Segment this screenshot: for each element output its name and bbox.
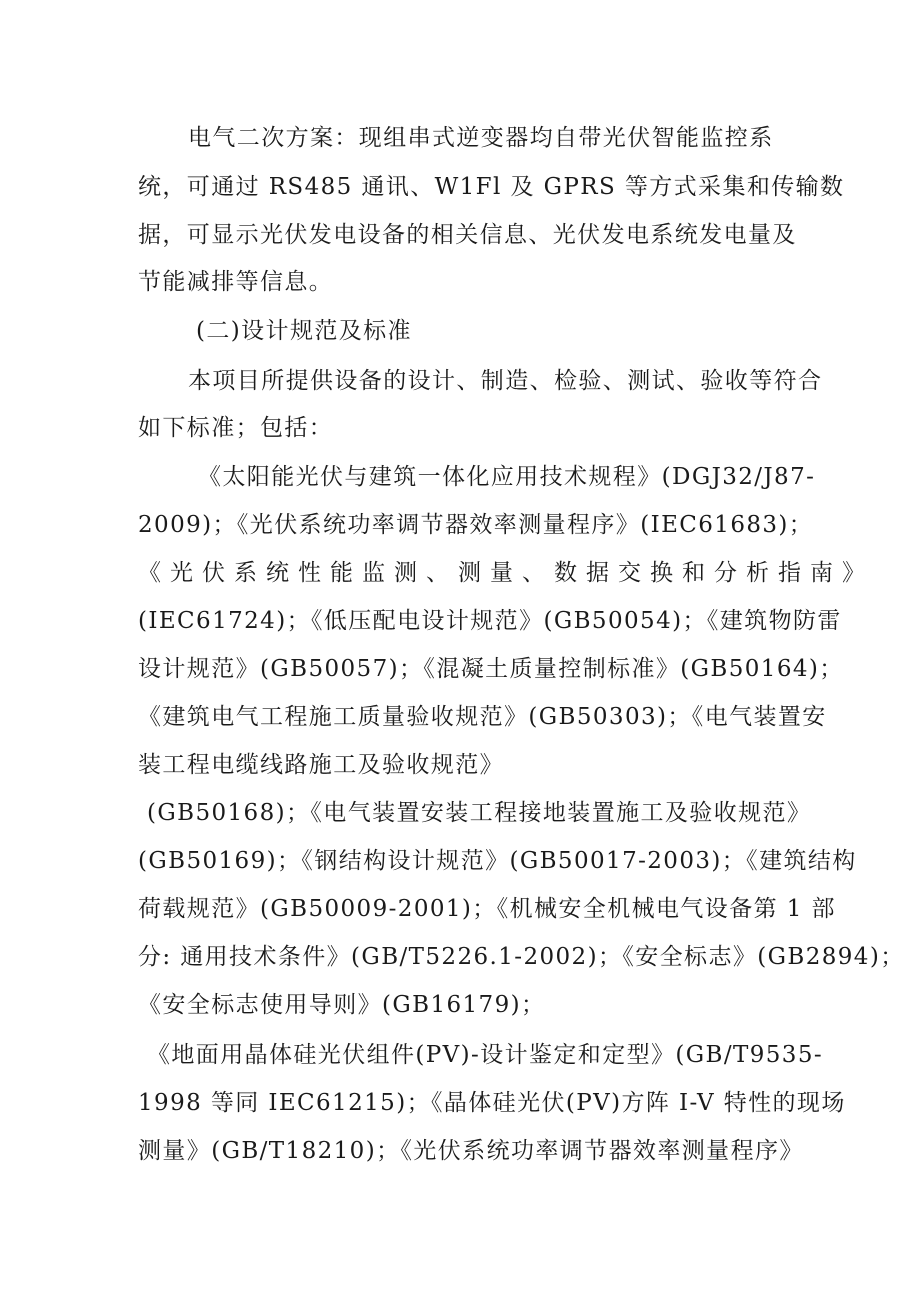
- standards-line: 分: 通用技术条件》(GB/T5226.1-2002)；《安全标志》(GB2894)；: [138, 944, 905, 970]
- standards-line: 2009)；《光伏系统功率调节器效率测量程序》(IEC61683)；: [138, 512, 814, 538]
- paragraph-line: 据，可显示光伏发电设备的相关信息、光伏发电系统发电量及: [138, 222, 797, 248]
- standards-line: 《建筑电气工程施工质量验收规范》(GB50303)；《电气装置安: [138, 704, 827, 730]
- paragraph-line: 统，可通过 RS485 通讯、W1Fl 及 GPRS 等方式采集和传输数: [138, 174, 845, 200]
- section-heading: (二)设计规范及标准: [196, 318, 412, 344]
- paragraph-line: 电气二次方案：现组串式逆变器均自带光伏智能监控系: [188, 125, 774, 151]
- standards-line: (GB50168)；《电气装置安装工程接地装置施工及验收规范》: [147, 800, 812, 826]
- standards-line: 《地面用晶体硅光伏组件(PV)-设计鉴定和定型》(GB/T9535-: [147, 1042, 824, 1068]
- standards-line: 测量》(GB/T18210)；《光伏系统功率调节器效率测量程序》: [138, 1138, 804, 1164]
- paragraph-line: 如下标准；包括：: [138, 415, 334, 441]
- standards-line: 《太阳能光伏与建筑一体化应用技术规程》(DGJ32/J87-: [198, 464, 816, 490]
- standards-line: (GB50169)；《钢结构设计规范》(GB50017-2003)；《建筑结构: [138, 848, 857, 874]
- standards-line: 《光伏系统性能监测、测量、数据交换和分析指南》: [138, 560, 874, 586]
- paragraph-line: 节能减排等信息。: [138, 269, 334, 295]
- paragraph-line: 本项目所提供设备的设计、制造、检验、测试、验收等符合: [188, 368, 823, 394]
- standards-line: 设计规范》(GB50057)；《混凝土质量控制标准》(GB50164)；: [138, 656, 844, 682]
- standards-line: 《安全标志使用导则》(GB16179)；: [138, 992, 546, 1018]
- standards-line: 1998 等同 IEC61215)；《晶体硅光伏(PV)方阵 I-V 特性的现场: [138, 1090, 846, 1116]
- standards-line: 装工程电缆线路施工及验收规范》: [138, 752, 504, 778]
- standards-line: 荷载规范》(GB50009-2001)；《机械安全机械电气设备第 1 部: [138, 896, 836, 922]
- standards-line: (IEC61724)；《低压配电设计规范》(GB50054)；《建筑物防雷: [138, 608, 842, 634]
